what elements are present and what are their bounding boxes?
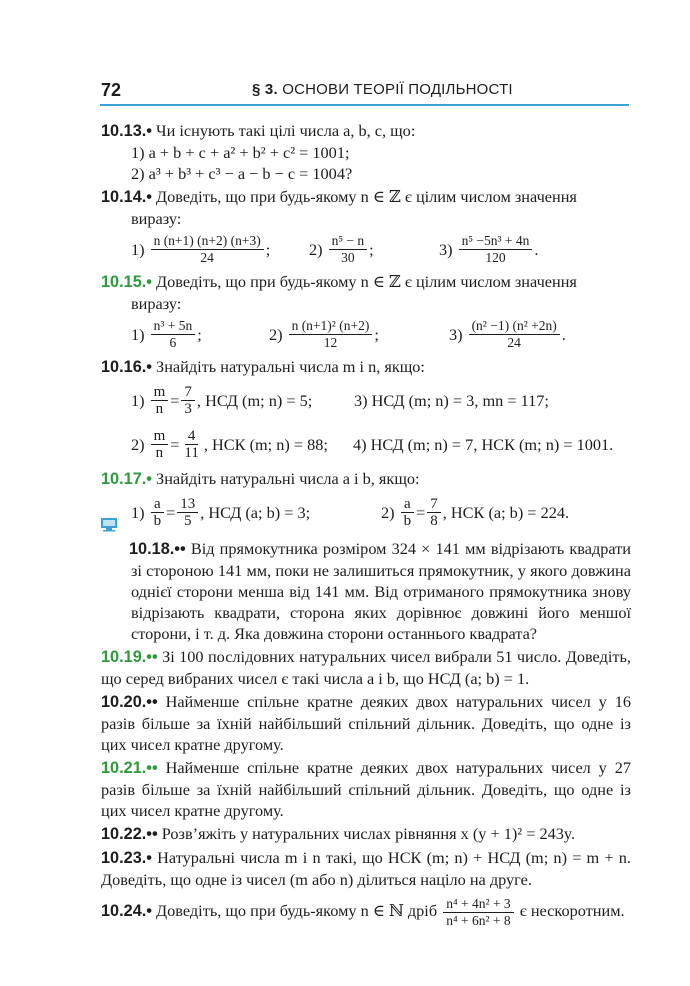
fraction [177,496,198,529]
denominator: 120 [485,249,506,265]
problem-text: Розв’яжіть у натуральних числах рівняння x (y + 1)² = 243y. [161,824,576,843]
item-text: 4) НСД (m; n) = 7, НСК (m; n) = 1001. [353,434,614,454]
punct: ; [197,324,202,344]
problem-10-21 [101,757,631,821]
problem-text: Чи існують такі цілі числа a, b, c, що: [156,121,416,140]
problem-text: Доведіть, що при будь-якому n ∈ ℤ є цілим числом значення [156,187,577,206]
problems [101,120,631,931]
item-label: 3) [439,239,453,259]
equals: = [166,502,176,522]
item-label: 1) [131,390,145,410]
fraction [151,428,169,461]
problem-text: Зі 100 послідовних натуральних чисел вибрали 51 число. Доведіть, що серед вибраних чисел є такі числа a і b, що НСД (a; b) = 1. [101,647,631,688]
fraction [181,384,195,417]
problem-10-22 [101,823,631,845]
fraction [151,496,165,529]
page-number: 72 [101,80,122,100]
numerator: m [151,428,169,445]
problem-text: Від прямокутника розміром 324 × 141 мм відрізають квадрати зі стороною 141 мм, поки не залишиться прямокутник, у якого довжина однієї сторони менша від 141 мм. Від отриманого прямокутника знову відрізають квадрати, сторона яких дорівнює довжині його меншої сторони, і т. д. Яка довжина сторони останнього квадрата? [131,539,632,643]
problem-number: 10.15.• [101,273,152,291]
problem-10-24 [101,896,631,929]
problem-text: Доведіть, що при будь-якому n ∈ ℤ є цілим числом значення [156,272,577,291]
numerator: 13 [177,496,198,513]
fraction-row [101,229,631,269]
punct: . [561,324,566,344]
punct: . [534,239,539,259]
fraction [181,428,201,461]
item-label: 3) [449,324,463,344]
fraction [151,384,169,417]
problem-number: 10.19.•• [101,648,158,666]
fraction-row [101,490,631,534]
fraction [289,318,373,351]
problem-text: виразу: [131,209,182,228]
problem-number: 10.14.• [101,188,152,206]
punct: ; [265,239,271,259]
problem-10-14 [101,186,631,269]
problem-10-18 [101,538,631,644]
item-label: 1) [131,324,145,344]
denominator: 5 [184,512,192,529]
denominator: b [153,512,162,529]
numerator: n (n+1) (n+2) (n+3) [151,233,264,250]
fraction [329,233,368,266]
fraction [151,318,196,351]
denominator: 6 [169,334,177,350]
problem-10-13 [101,120,631,184]
problem-10-16 [101,356,631,466]
numerator: n⁵ −5n³ + 4n [459,233,533,250]
fraction [469,318,560,351]
item-label: 1) [131,239,145,259]
fraction [443,896,513,929]
equals: = [170,390,180,410]
denominator: 3 [184,400,192,417]
numerator: m [151,384,169,401]
numerator: 7 [427,496,441,513]
numerator: a [401,496,414,513]
item-text: , НСД (a; b) = 3; [200,502,311,522]
problem-text-end: є нескоротним. [519,901,625,921]
section-number: § 3. [252,81,278,98]
problem-number: 10.13.• [101,122,152,140]
fraction-row [101,422,631,466]
fraction [427,496,441,529]
problem-10-20 [101,691,631,755]
problem-text: Найменше спільне кратне деяких двох натуральних чисел у 16 разів більше за їхній найбільший спільний дільник. Доведіть, що одне із цих чисел кратне другому. [101,692,631,754]
problem-item: 2) a³ + b³ + c³ − a − b − c = 1004? [131,164,353,183]
numerator: n⁴ + 4n² + 3 [443,896,513,913]
denominator: n [155,444,164,461]
numerator: a [151,496,164,513]
problem-number: 10.24.• [101,902,152,921]
denominator: 11 [184,444,199,461]
numerator: (n² −1) (n² +2n) [469,318,560,335]
problem-number: 10.21.•• [101,759,158,777]
numerator: n⁵ − n [329,233,368,250]
denominator: 8 [430,512,438,529]
header-rule [100,104,629,106]
item-text: , НСД (m; n) = 5; [196,390,313,410]
fraction [459,233,533,266]
problem-text: Знайдіть натуральні числа a і b, якщо: [156,469,420,488]
problem-10-19 [101,646,631,689]
item-text: , НСК (m; n) = 88; [203,434,328,454]
punct: ; [374,324,379,344]
problem-number: 10.22.•• [101,825,158,843]
problem-number: 10.20.•• [101,693,158,711]
item-text: 3) НСД (m; n) = 3, mn = 117; [354,390,549,410]
item-label: 1) [131,502,145,522]
problem-text: Знайдіть натуральні числа m і n, якщо: [156,357,425,376]
equals: = [416,502,426,522]
numerator: 4 [185,428,199,445]
problem-number: 10.18.•• [129,540,186,558]
problem-number: 10.17.• [101,470,152,488]
denominator: 30 [341,249,355,265]
problem-text: Доведіть, що при будь-якому n ∈ ℕ дріб [156,901,438,921]
section-title [252,81,513,98]
problem-10-17 [101,468,631,534]
section-name: ОСНОВИ ТЕОРІЇ ПОДІЛЬНОСТІ [282,81,513,98]
problem-text: виразу: [131,294,182,313]
fraction-row [101,314,631,354]
problem-number: 10.16.• [101,358,152,376]
problem-item: 1) a + b + c + a² + b² + c² = 1001; [131,143,350,162]
denominator: n⁴ + 6n² + 8 [446,913,511,928]
numerator: n (n+1)² (n+2) [289,318,373,335]
equals: = [170,434,180,454]
problem-10-23 [101,847,631,890]
denominator: n [155,400,164,417]
denominator: 12 [323,334,338,350]
problem-number: 10.23.• [101,849,152,867]
item-label: 2) [269,324,283,344]
problem-10-15 [101,271,631,354]
fraction [151,233,264,266]
punct: ; [369,239,374,259]
item-text: , НСК (a; b) = 224. [442,502,570,522]
denominator: b [403,512,412,529]
denominator: 24 [507,334,521,350]
problem-text: Натуральні числа m і n такі, що НСК (m; n) + НСД (m; n) = m + n. Доведіть, що одне із чисел (m або n) ділиться націло на друге. [101,848,632,889]
numerator: n³ + 5n [151,318,196,335]
item-label: 2) [381,502,395,522]
denominator: 24 [200,249,214,265]
numerator: 7 [181,384,195,401]
item-label: 2) [309,239,323,259]
problem-text: Найменше спільне кратне деяких двох натуральних чисел у 27 разів більше за їхній найбільший спільний дільник. Доведіть, що одне із цих чисел кратне другому. [101,758,631,820]
fraction-row [101,378,631,422]
item-label: 2) [131,434,145,454]
fraction [401,496,415,529]
